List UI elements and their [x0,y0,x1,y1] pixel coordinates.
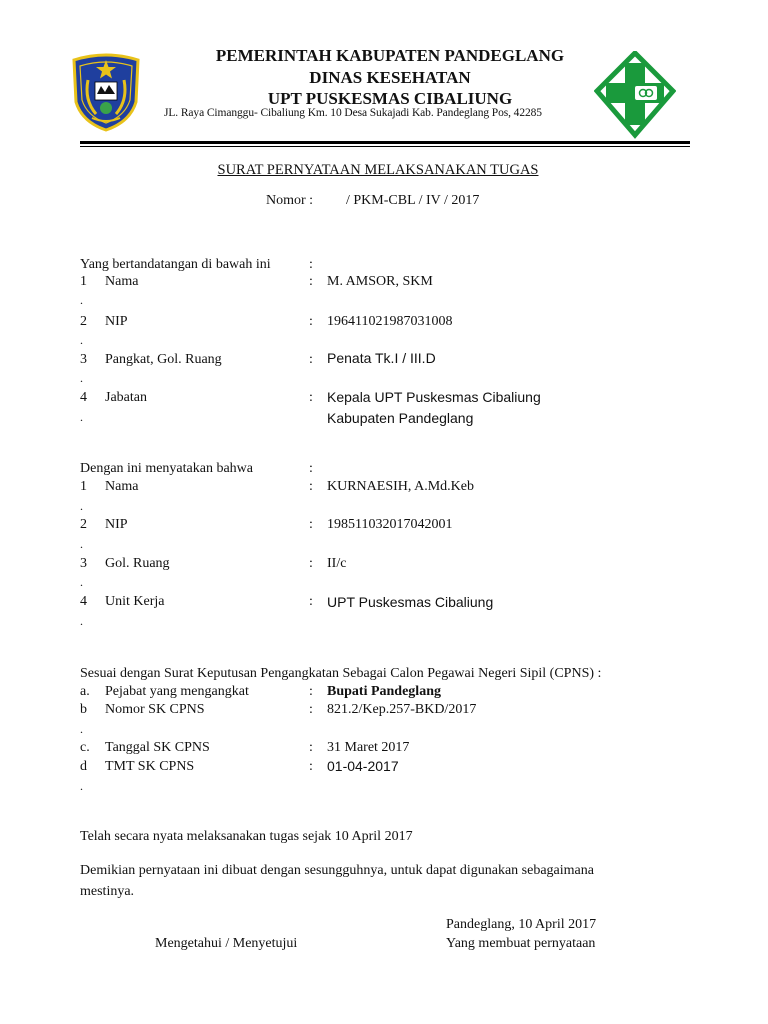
item-letter: c. [80,740,90,755]
document-title: SURAT PERNYATAAN MELAKSANAKAN TUGAS [217,162,539,178]
nama-label: Nama [105,479,139,494]
closing-statement: Telah secara nyata melaksanakan tugas sejak 10 April 2017 [80,829,413,844]
colon: : [309,461,313,476]
puskesmas-cross-icon [594,51,676,139]
closing-paragraph-line2: mestinya. [80,884,135,899]
nomor-value: / PKM-CBL / IV / 2017 [346,193,480,208]
colon: : [309,594,313,609]
colon: : [309,759,313,774]
header-line-1: PEMERINTAH KABUPATEN PANDEGLANG [215,46,565,65]
nama-value: KURNAESIH, A.Md.Keb [327,479,474,494]
item-number: 4 [80,390,87,405]
nip-label: NIP [105,314,128,329]
pejabat-label: Pejabat yang mengangkat [105,684,249,699]
nomor-sk-label: Nomor SK CPNS [105,702,205,717]
tmt-value: 01-04-2017 [327,758,399,774]
tmt-label: TMT SK CPNS [105,759,195,774]
colon: : [309,274,313,289]
colon: : [309,390,313,405]
section1-intro: Yang bertandatangan di bawah ini [80,257,271,272]
item-letter: b [80,702,87,717]
nomor-sk-value: 821.2/Kep.257-BKD/2017 [327,702,477,717]
item-number: 2 [80,517,87,532]
nip-label: NIP [105,517,128,532]
colon: : [309,479,313,494]
jabatan-label: Jabatan [105,390,147,405]
item-number: 2 [80,314,87,329]
place-date: Pandeglang, 10 April 2017 [446,917,597,932]
item-dot: . [80,537,83,551]
colon: : [309,314,313,329]
header-rule-thick [80,141,690,144]
pangkat-value: Penata Tk.I / III.D [327,350,436,366]
colon: : [309,257,313,272]
header-line-2: DINAS KESEHATAN [309,68,471,87]
header-line-3: UPT PUSKESMAS CIBALIUNG [267,89,513,108]
regency-emblem-icon [70,50,142,132]
item-number: 3 [80,352,87,367]
item-dot: . [80,371,83,385]
unit-value: UPT Puskesmas Cibaliung [327,594,494,610]
item-letter: d [80,759,87,774]
closing-paragraph-line1: Demikian pernyataan ini dibuat dengan sesungguhnya, untuk dapat digunakan sebagaimana [80,863,594,878]
item-dot: . [80,499,83,513]
unit-label: Unit Kerja [105,594,165,609]
nama-value: M. AMSOR, SKM [327,274,433,289]
item-number: 3 [80,556,87,571]
item-number: 1 [80,274,87,289]
tanggal-sk-value: 31 Maret 2017 [327,740,410,755]
pangkat-label: Pangkat, Gol. Ruang [105,352,222,367]
colon: : [309,684,313,699]
item-number: 4 [80,594,87,609]
colon: : [309,556,313,571]
section3-intro: Sesuai dengan Surat Keputusan Pengangkatan Sebagai Calon Pegawai Negeri Sipil (CPNS) : [80,666,602,681]
signature-right-label: Yang membuat pernyataan [446,936,596,951]
item-dot: . [80,410,83,424]
item-letter: a. [80,684,90,699]
item-dot: . [80,293,83,307]
item-dot: . [80,575,83,589]
tanggal-sk-label: Tanggal SK CPNS [105,740,210,755]
nip-value: 198511032017042001 [327,517,453,532]
pejabat-value: Bupati Pandeglang [327,684,441,699]
item-dot: . [80,779,83,793]
colon: : [309,740,313,755]
header-rule-thin [80,146,690,147]
item-number: 1 [80,479,87,494]
item-dot: . [80,722,83,736]
jabatan-value-line1: Kepala UPT Puskesmas Cibaliung [327,389,541,405]
item-dot: . [80,333,83,347]
nip-value: 196411021987031008 [327,314,453,329]
item-dot: . [80,614,83,628]
header-address: JL. Raya Cimanggu- Cibaliung Km. 10 Desa Sukajadi Kab. Pandeglang Pos, 42285 [164,107,542,119]
colon: : [309,517,313,532]
colon: : [309,702,313,717]
nomor-label: Nomor : [266,193,314,208]
nama-label: Nama [105,274,139,289]
colon: : [309,352,313,367]
section2-intro: Dengan ini menyatakan bahwa [80,461,253,476]
gol-label: Gol. Ruang [105,556,170,571]
gol-value: II/c [327,556,347,571]
signature-left-label: Mengetahui / Menyetujui [155,936,298,951]
jabatan-value-line2: Kabupaten Pandeglang [327,410,474,426]
